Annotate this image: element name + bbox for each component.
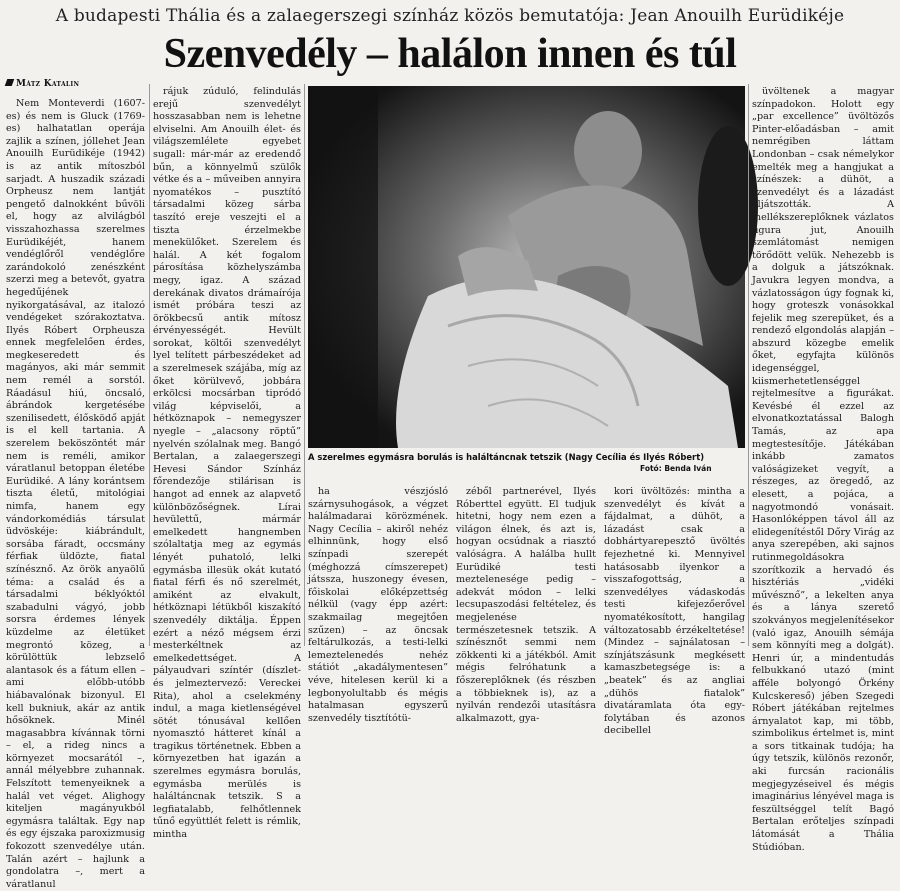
column-rule: [748, 84, 749, 646]
column-5: [604, 486, 745, 737]
column-3-text: ha vészjósló szárnysuhogások, a végzet halálmadarai körözmének. Nagy Cecília – akiről nehéz elhinnünk, hogy első színpadi szerepét (méghozzá címszerepet) játssza, huszonegy évesen, főiskolai előképzettség nélkül (vagy épp azért: szakmailag megejtően szűzen) – az öncsak feltárulkozás, a testi-lelki lemeztelenedés nehéz státiót „akadálymentesen” véve, hitelesen kerül ki a legbonyolultabb és mégis hatalmasan egyszerű szenvedély tisztítótü-: [308, 486, 448, 724]
headline: Szenvedély – halálon innen és túl: [163, 31, 737, 77]
column-2: [153, 86, 301, 841]
column-4-text: zéből partnerével, Ilyés Róberttel együtt. El tudjuk hitetni, hogy nem ezen a világon élnek, és azt is, hogyan ocsúdnak a riasztó valóságra. A halálba hullt Eurüdiké testi meztelenesége pedig – adekvát módon – lelki lecsupaszodási feltételez, és megjelenése természetesnek tetszik. A színésznőt semmi nem zökkenti ki a játékból. Amit mégis felróhatunk a főszereplőknek (és részben a többieknek is), az a nyilván rendezői utasításra alkalmazott, gya-: [456, 486, 596, 724]
photo-credit: Fotó: Benda Iván: [640, 464, 712, 473]
byline-marker-icon: [5, 79, 15, 86]
column-6: [752, 86, 894, 853]
column-5-text: kori üvöltözés: mintha a szenvedélyt és kívát a fájdalmat, a dühöt, a lázadást csak a dobhártyarepesztő üvöltés fejezhetné ki. Mennyivel hatásosabb ilyenkor a visszafogottság, a szenvedélyes vádaskodás testi kifejezőerővel nyomatékosított, hangilag változatosabb érzékeltetése! (Mindez – sajnálatosan – színjátszásunk megkésett kamaszbetegsége is: a „beatek” és az angliai „dühös fiatalok” divatáramlata óta egy-folytában és azonos decibellel: [604, 486, 745, 737]
column-rule: [149, 84, 150, 646]
column-4: [456, 486, 596, 724]
photo-caption: A szerelmes egymásra borulás is haláltáncnak tetszik (Nagy Cecília és Ilyés Róbert): [308, 452, 705, 462]
photo: [308, 86, 745, 448]
column-6-text: üvöltenek a magyar színpadokon. Holott egy „par excellence” üvöltözős Pinter-előadásban – amit nemrégiben láttam Londonban – csak némelykor emelték meg a hangjukat a színészek: a dühöt, a szenvedélyt és a lázadást eljátszották. A mellékszereplőknek vázlatos figura jut, Anouilh szemlátomást nemigen törődött velük. Nehezebb is a dolguk a játszóknak. Javukra legyen mondva, a vázlatosságon úgy fognak ki, hogy groteszk vonásokkal fejelik meg szerepüket, és a rendező elgondolás alapján – abszurd közegbe emelik őket, egyfajta különös idegenséggel, kiismerhetetlenséggel rejtelmesítve a figurákat. Kevésbé él ezzel az elvonatkoztatással Balogh Tamás, az apa megtestesítője. Játékában inkább zamatos valóságizeket vegyít, a részeges, az öregedő, az elesett, a pojáca, a nagyotmondó vonásait. Hasonlóképpen távol áll az elidegenítéstől Dőry Virág az anya szerepében, aki sajnos rutinmegoldásokra szorítkozik a hervadó és hisztériás „vidéki művésznő”, a lekelten anya és a lánya szerető szokványos megjelenítésekor (való igaz, Anouilh sémája sem könnyíti meg a dolgát). Henri úr, a mindentudás felbukkanó utazó (mint afféle bolyongó Örkény Kulcskereső) jében Szegedi Róbert játékában rejtelmes árnyalatot kap, mi több, szimbolikus értelmet is, mint a sors titkainak tudója; ha úgy tetszik, különös rezonőr, aki furcsán racionális megjegyzéseivel és mégis imaginárius lényével maga is feszültséggel telít Bagó Bertalan erőteljes színpadi látomását a Thália Stúdióban.: [752, 86, 894, 853]
column-1: [6, 98, 145, 890]
column-rule: [304, 84, 305, 646]
column-3: [308, 486, 448, 724]
theatre-scene-photo: [308, 86, 745, 448]
column-1-text: Nem Monteverdi (1607-es) és nem is Gluck (1769-es) halhatatlan operája zajlik a színen, jóllehet Jean Anouilh Eurüdikéje (1942) is az antik mítoszból sarjadt. A huszadik századi Orpheusz nem lantját pengető dalnokként bűvöli el, hogy az alvilágból visszahozhassa szerelmes Eurüdikéjét, hanem vendéglőről vendéglőre zarándokoló zenészként szerzi meg a betevőt, gyatra hegedűjének nyikorgatásával, az italozó vendégeket szórakoztatva. Ilyés Róbert Orpheusza ennek megfelelően érdes, megkeseredett és magányos, aki már semmit nem remél a sorstól. Ráadásul hiú, öncsaló, ábrándok kergetésébe szenilisedett, élősködő apját is el kell tartania. A szerelem beköszöntét már nem is reméli, amikor váratlanul betoppan életébe Eurüdiké. A lány korántsem tiszta életű, mitológiai nimfa, hanem egy vándorkomédiás társulat üdvöskéje: kiábrándult, sorsába fáradt, occsmány férfiak üldözte, fiatal színésznő. Az örök anyaölű téma: a család és a társadalmi béklyóktól szabadulni vágyó, jobb sorsra érdemes lények küzdelme az életüket megrontó közeg, a körülöttük lebzselő alantasok és a fátum ellen – ami előbb-utóbb hiábavalónak bizonyul. El kell bukniuk, akár az antik hősöknek. Minél magasabbra kívánnak törni – el, a rideg nincs a környezet mocsarától –, annál mélyebbre zuhannak. Felszított temenyeiknek a halál vet véget. Alighogy kiteljen magányukból egymásra találtak. Egy nap és egy éjszaka paroxizmusig fokozott szenvedélye után. Talán azért – hajlunk a gondolatra –, mert a váratlanul: [6, 98, 145, 890]
byline: [6, 79, 79, 89]
kicker: A budapesti Thália és a zalaegerszegi színház közös bemutatója: Jean Anouilh Eurüdikéje: [55, 6, 845, 26]
byline-author: Mátz Katalin: [16, 79, 80, 89]
column-2-text: rájuk zúduló, felindulás erejű szenvedélyt hosszasabban nem is lehetne elviselni. Am Anouilh élet- és világszemlélete egyebet sugall: már-már az eredendő bűn, a könnyelmű szülők vétke és a – műveiben annyira nyomatékos – pusztító társadalmi közeg sárba taszító ereje veszejti el a tiszta érzelmekbe menekülőket. Szerelem és halál. A két fogalom párosítása közhelyszámba megy, igaz. A század derekának divatos drámaírója ismét próbára teszi az örökbecsű antik mítosz érvényességét. Hevült sorokat, költői szenvedélyt lyel telített párbeszédeket ad a szerelmesek szájába, míg az őket körülvevő, jobbára erkölcsi mocsárban tipródó világ képviselői, a hétköznapok – nemegyszer nyegle – „alacsony röptű” nyelvén szólalnak meg. Bangó Bertalan, a zalaegerszegi Hevesi Sándor Színház főrendezője stilárisan is hangot ad ennek az alapvető különbözőségnek. Lírai hevülettű, mármár emelkedett hangnemben szólaltatja meg az egymás lényét puhatoló, lelki egymásba illesük okát kutató fiatal férfi és nő szerelmét, amiként az elvakult, hétköznapi létükből kiszakító szenvedély diktálja. Éppen ezért a néző mégsem érzi mesterkéltnek az emelkedettséget. A pályaudvari színtér (díszlet- és jelmeztervező: Vereckei Rita), ahol a cselekmény indul, a maga kietlenségével sötét tónusával kellően nyomasztó hátteret kínál a tragikus történetnek. Ebben a környezetben hat igazán a szerelmes egymásra borulás, egymásba merülés is haláltáncnak tetszik. S a legfiatalabb, felhőtlennek tűnő együttlét felett is rémlik, mintha: [153, 86, 301, 841]
